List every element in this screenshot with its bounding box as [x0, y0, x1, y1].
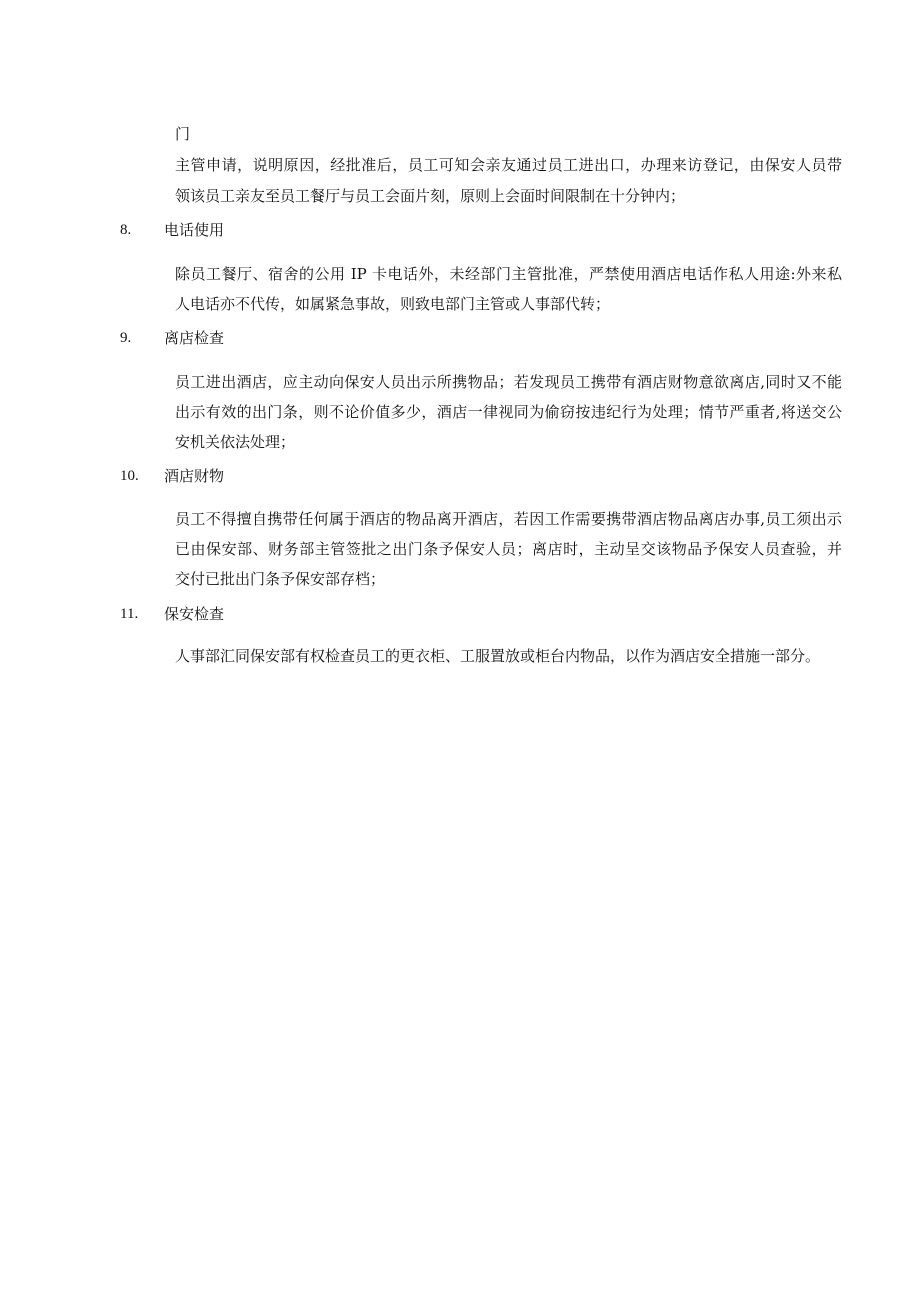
section-body-line: 交付已批出门条予保安部存档；	[175, 570, 386, 588]
section-title: 电话使用	[164, 221, 225, 239]
section-body-line: 出示有效的出门条，则不论价值多少，酒店一律视同为偷窃按违纪行为处理；情节严重者,将送交公	[175, 403, 842, 421]
section-body-line: 已由保安部、财务部主管签批之出门条予保安人员；离店时，主动呈交该物品予保安人员查验，并	[175, 540, 842, 558]
section-body-line: 人电话亦不代传，如属紧急事故，则致电部门主管或人事部代转；	[175, 295, 611, 313]
section-body-line: 员工进出酒店，应主动向保安人员出示所携物品；若发现员工携带有酒店财物意欲离店,同时又不能	[175, 373, 842, 391]
section-body-line: 安机关依法处理；	[175, 433, 296, 451]
section-number: 9.	[120, 330, 132, 346]
section-number: 8.	[120, 222, 132, 238]
intro-line: 领该员工亲友至员工餐厅与员工会面片刻，原则上会面时间限制在十分钟内；	[175, 187, 686, 205]
section-title: 酒店财物	[164, 467, 225, 485]
section-body-line: 人事部汇同保安部有权检查员工的更衣柜、工服置放或柜台内物品，以作为酒店安全措施一部分。	[175, 647, 821, 665]
section-number: 11.	[120, 606, 139, 622]
intro-line: 主管申请，说明原因，经批准后，员工可知会亲友通过员工进出口，办理来访登记，由保安人员带	[175, 156, 842, 174]
section-number: 10.	[120, 468, 139, 484]
section-title: 离店检查	[164, 329, 225, 347]
section-body-line: 员工不得擅自携带任何属于酒店的物品离开酒店，若因工作需要携带酒店物品离店办事,员工须出示	[175, 510, 842, 528]
intro-line: 门	[175, 125, 191, 143]
section-body-line: 除员工餐厅、宿舍的公用 IP 卡电话外，未经部门主管批准，严禁使用酒店电话作私人用途:外来私	[175, 265, 842, 283]
section-title: 保安检查	[164, 605, 225, 623]
